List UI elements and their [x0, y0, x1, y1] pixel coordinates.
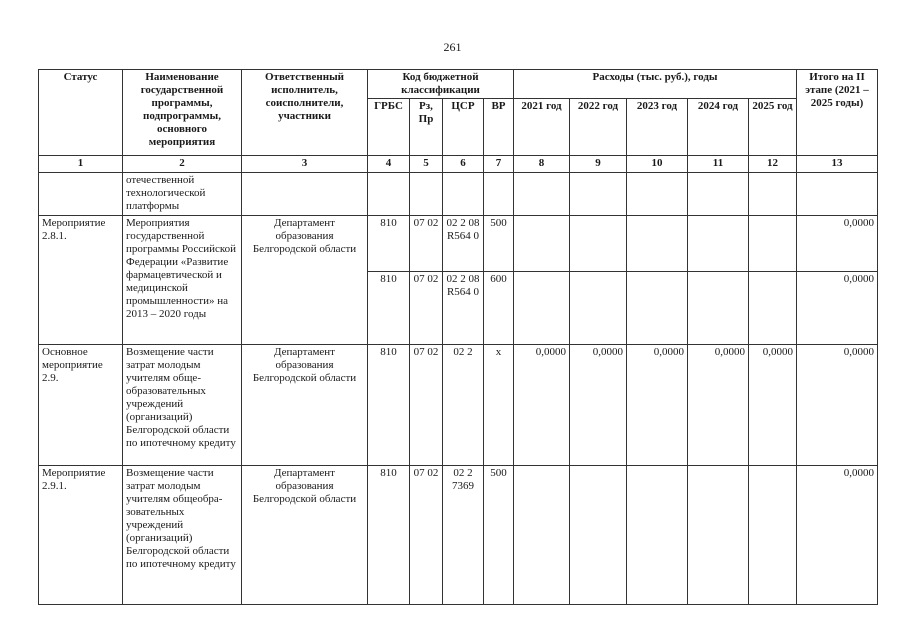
cell-vr: х [484, 345, 514, 466]
cell-status: Основное мероприятие 2.9. [39, 345, 123, 466]
cell-csr: 02 2 7369 [443, 466, 484, 605]
cell-2024 [688, 272, 749, 345]
cell-vr: 600 [484, 272, 514, 345]
cell-2021 [514, 173, 570, 216]
cell-csr: 02 2 08 R564 0 [443, 216, 484, 272]
column-number: 5 [410, 156, 443, 173]
cell-2025 [749, 173, 797, 216]
cell-2022 [570, 466, 627, 605]
cell-rzpr: 07 02 [410, 466, 443, 605]
cell-total: 0,0000 [797, 272, 878, 345]
cell-2024: 0,0000 [688, 345, 749, 466]
cell-rzpr [410, 173, 443, 216]
column-number: 9 [570, 156, 627, 173]
header-executor: Ответственный исполнитель, соисполнители, участники [242, 70, 368, 156]
cell-name: Возмещение части затрат молодым учителям общеобра-зовательных учреждений (организаций) Белгородской области по ипотечному кредиту [123, 466, 242, 605]
column-number: 2 [123, 156, 242, 173]
table-row-2-9 [39, 345, 878, 466]
cell-status: Мероприятие 2.8.1. [39, 216, 123, 345]
cell-2021 [514, 466, 570, 605]
column-number: 1 [39, 156, 123, 173]
cell-total: 0,0000 [797, 466, 878, 605]
column-number: 6 [443, 156, 484, 173]
cell-vr: 500 [484, 466, 514, 605]
header-csr: ЦСР [443, 99, 484, 156]
cell-executor: Департамент образования Белгородской области [242, 345, 368, 466]
cell-2022 [570, 216, 627, 272]
cell-2025: 0,0000 [749, 345, 797, 466]
header-expenses: Расходы (тыс. руб.), годы [514, 70, 797, 99]
cell-csr: 02 2 [443, 345, 484, 466]
cell-name: Возмещение части затрат молодым учителям обще-образовательных учреждений (организаций) Белгородской области по ипотечному кредиту [123, 345, 242, 466]
cell-2022: 0,0000 [570, 345, 627, 466]
table-row-2-8-1-a [39, 216, 878, 272]
cell-2023 [627, 173, 688, 216]
header-budget-code: Код бюджетной классификации [368, 70, 514, 99]
cell-executor: Департамент образования Белгородской области [242, 216, 368, 345]
cell-2021 [514, 216, 570, 272]
header-2021: 2021 год [514, 99, 570, 156]
column-number-row [39, 156, 878, 173]
cell-grbs: 810 [368, 272, 410, 345]
cell-grbs: 810 [368, 345, 410, 466]
cell-status [39, 173, 123, 216]
cell-2024 [688, 466, 749, 605]
header-2022: 2022 год [570, 99, 627, 156]
cell-2025 [749, 272, 797, 345]
column-number: 13 [797, 156, 878, 173]
cell-2023: 0,0000 [627, 345, 688, 466]
column-number: 4 [368, 156, 410, 173]
header-2023: 2023 год [627, 99, 688, 156]
cell-2024 [688, 173, 749, 216]
cell-2025 [749, 216, 797, 272]
cell-vr [484, 173, 514, 216]
cell-2024 [688, 216, 749, 272]
header-vr: ВР [484, 99, 514, 156]
cell-executor [242, 173, 368, 216]
cell-total [797, 173, 878, 216]
cell-name: отечественной технологической платформы [123, 173, 242, 216]
cell-status: Мероприятие 2.9.1. [39, 466, 123, 605]
header-row-1 [39, 70, 878, 99]
cell-executor: Департамент образования Белгородской области [242, 466, 368, 605]
cell-rzpr: 07 02 [410, 216, 443, 272]
table-row-2-9-1 [39, 466, 878, 605]
table-row-continuation [39, 173, 878, 216]
header-2025: 2025 год [749, 99, 797, 156]
cell-2023 [627, 272, 688, 345]
cell-grbs: 810 [368, 216, 410, 272]
column-number: 7 [484, 156, 514, 173]
cell-total: 0,0000 [797, 345, 878, 466]
cell-2023 [627, 216, 688, 272]
cell-rzpr: 07 02 [410, 272, 443, 345]
cell-2021: 0,0000 [514, 345, 570, 466]
cell-grbs [368, 173, 410, 216]
column-number: 11 [688, 156, 749, 173]
cell-2022 [570, 173, 627, 216]
cell-2025 [749, 466, 797, 605]
header-name: Наименование государственной программы, подпрограммы, основного мероприятия [123, 70, 242, 156]
column-number: 3 [242, 156, 368, 173]
column-number: 8 [514, 156, 570, 173]
column-number: 10 [627, 156, 688, 173]
cell-csr: 02 2 08 R564 0 [443, 272, 484, 345]
cell-2023 [627, 466, 688, 605]
column-number: 12 [749, 156, 797, 173]
cell-grbs: 810 [368, 466, 410, 605]
cell-csr [443, 173, 484, 216]
header-rzpr: Рз, Пр [410, 99, 443, 156]
page-number: 261 [443, 40, 462, 54]
cell-2021 [514, 272, 570, 345]
header-total: Итого на II этапе (2021 – 2025 годы) [797, 70, 878, 156]
header-status: Статус [39, 70, 123, 156]
cell-total: 0,0000 [797, 216, 878, 272]
header-grbs: ГРБС [368, 99, 410, 156]
cell-rzpr: 07 02 [410, 345, 443, 466]
cell-vr: 500 [484, 216, 514, 272]
header-2024: 2024 год [688, 99, 749, 156]
cell-2022 [570, 272, 627, 345]
budget-table [38, 69, 878, 605]
cell-name: Мероприятия государственной программы Российской Федерации «Развитие фармацевтической и медицинской промышленности» на 2013 – 2020 годы [123, 216, 242, 345]
